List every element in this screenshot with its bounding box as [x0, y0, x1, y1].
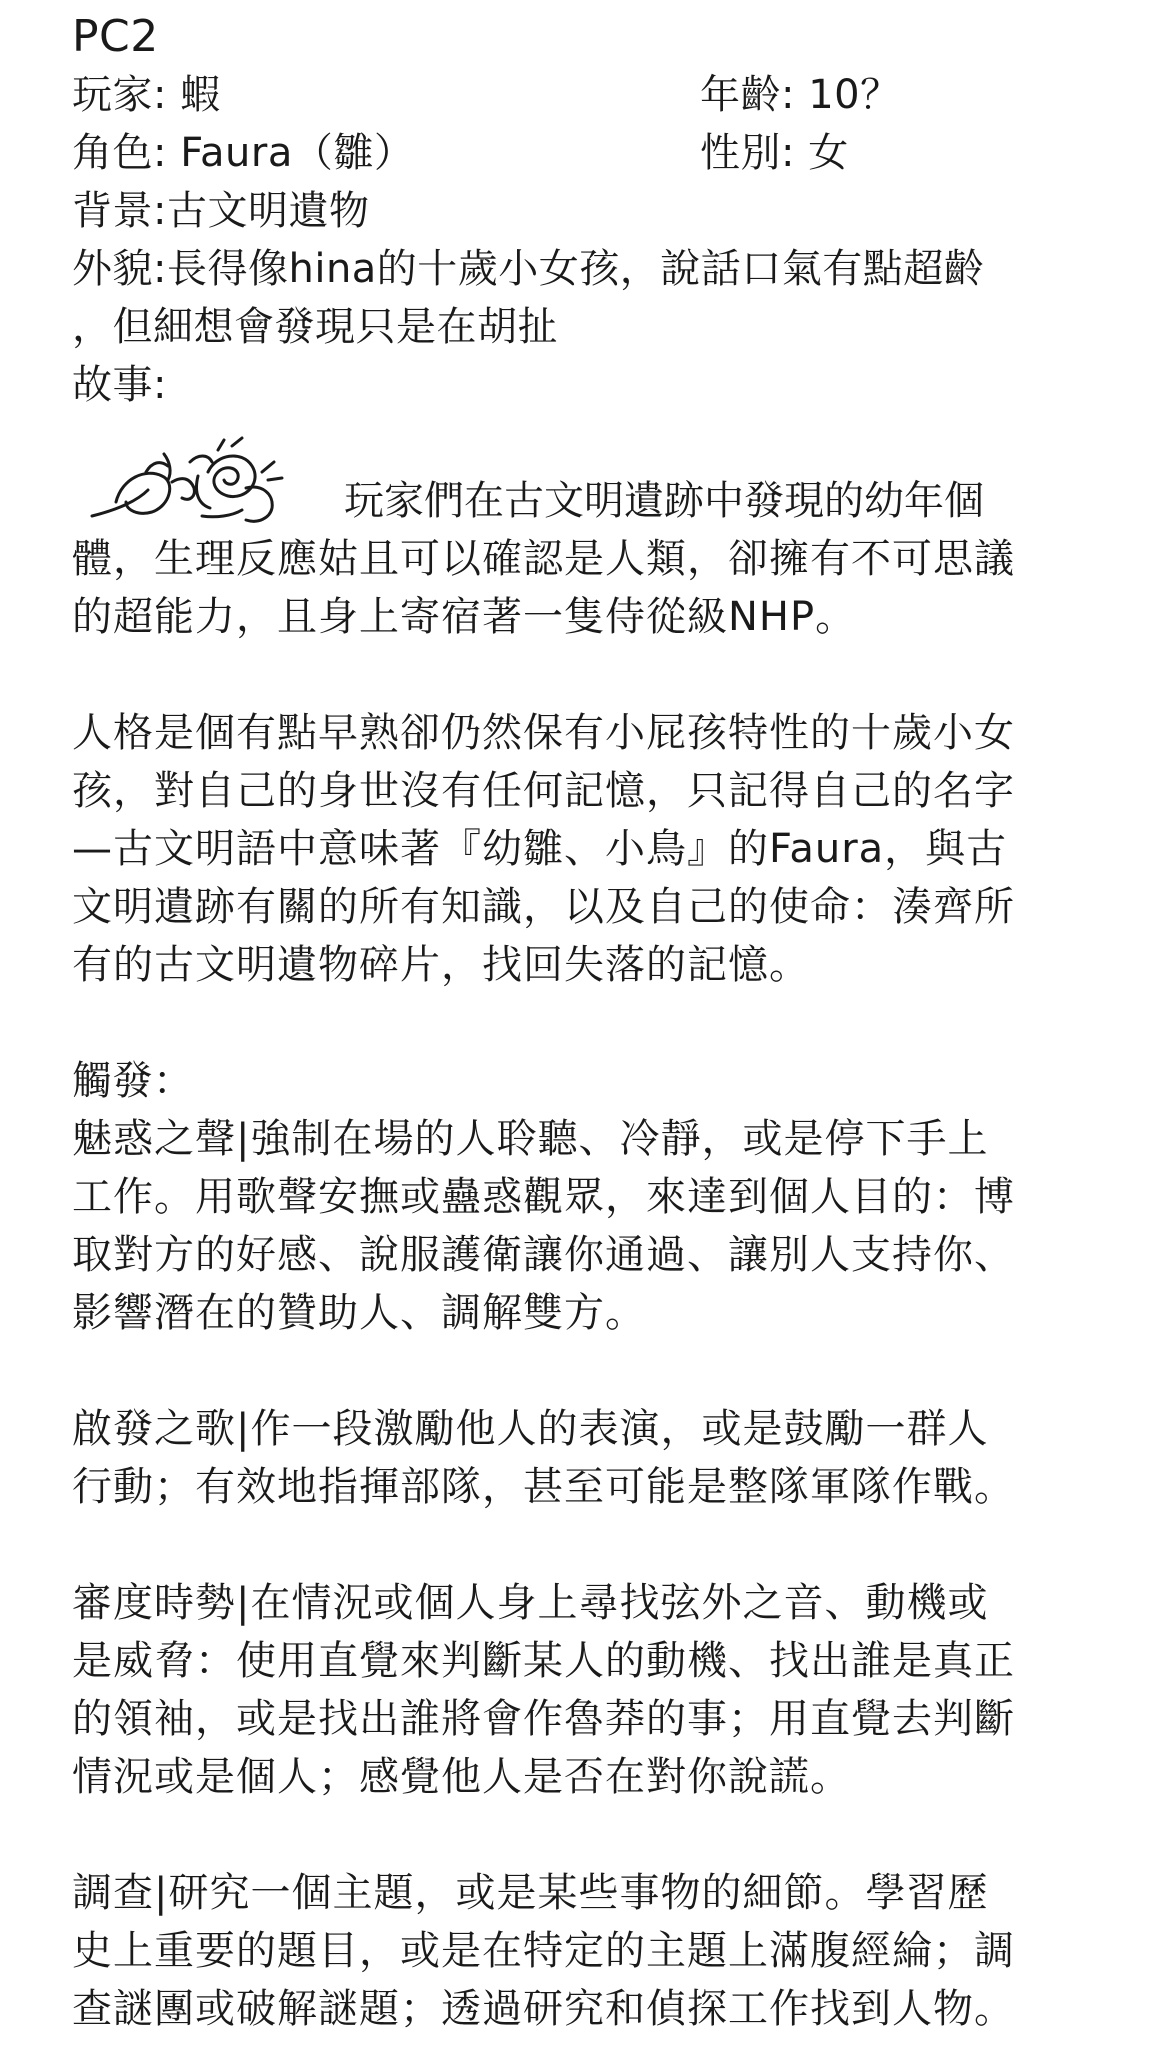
assess-line-2: 是威脅：使用直覺來判斷某人的動機、找出誰是真正: [72, 1638, 1015, 1684]
assess-paragraph: [72, 1574, 1102, 1806]
charm-line-3: 取對方的好感、說服護衛讓你通過、讓別人支持你、: [72, 1232, 1015, 1278]
paragraph-gap: [72, 1342, 1102, 1400]
story-line-2: 體，生理反應姑且可以確認是人類，卻擁有不可思議: [72, 536, 1015, 582]
investigate-paragraph: [72, 1864, 1102, 2038]
charm-line-4: 影響潛在的贊助人、調解雙方。: [72, 1290, 646, 1336]
player-age-row: [72, 66, 1102, 124]
personality-line-4: 文明遺跡有關的所有知識，以及自己的使命：湊齊所: [72, 884, 1015, 930]
character-sheet: [72, 8, 1102, 2038]
personality-line-3: —古文明語中意味著『幼雛、小鳥』的Faura，與古: [72, 826, 1008, 872]
inspire-line-2: 行動；有效地指揮部隊，甚至可能是整隊軍隊作戰。: [72, 1464, 1015, 1510]
investigate-line-1: 調查|研究一個主題，或是某些事物的細節。學習歷: [72, 1870, 989, 1916]
paragraph-gap: [72, 1516, 1102, 1574]
paragraph-gap: [72, 646, 1102, 704]
story-line-3: 的超能力，且身上寄宿著一隻侍從級NHP。: [72, 594, 857, 640]
story-line-1: 玩家們在古文明遺跡中發現的幼年個: [344, 478, 984, 524]
personality-line-1: 人格是個有點早熟卻仍然保有小屁孩特性的十歲小女: [72, 710, 1015, 756]
appearance-line-1: 外貌:長得像hina的十歲小女孩，說話口氣有點超齡: [72, 246, 985, 292]
inspire-line-1: 啟發之歌|作一段激勵他人的表演，或是鼓勵一群人: [72, 1406, 989, 1452]
story-paragraph: [72, 530, 1102, 646]
bird-nest-doodle-icon: [86, 432, 296, 528]
assess-line-4: 情況或是個人；感覺他人是否在對你說謊。: [72, 1754, 851, 1800]
personality-line-2: 孩，對自己的身世沒有任何記憶，只記得自己的名字: [72, 768, 1015, 814]
personality-line-5: 有的古文明遺物碎片，找回失落的記憶。: [72, 942, 810, 988]
player-field: 玩家: 蝦: [72, 72, 221, 118]
role-gender-row: [72, 124, 1102, 182]
charm-line-2: 工作。用歌聲安撫或蠱惑觀眾，來達到個人目的：博: [72, 1174, 1015, 1220]
role-field: 角色: Faura（雛）: [72, 130, 415, 176]
background-field: 背景:古文明遺物: [72, 188, 370, 234]
charm-line-1: 魅惑之聲|強制在場的人聆聽、冷靜，或是停下手上: [72, 1116, 989, 1162]
triggers-heading: 觸發：: [72, 1058, 194, 1104]
investigate-line-3: 查謎團或破解謎題；透過研究和偵探工作找到人物。: [72, 1986, 1015, 2032]
story-label: 故事:: [72, 362, 167, 408]
assess-line-1: 審度時勢|在情況或個人身上尋找弦外之音、動機或: [72, 1580, 989, 1626]
story-intro: [72, 414, 1102, 530]
assess-line-3: 的領袖，或是找出誰將會作魯莽的事；用直覺去判斷: [72, 1696, 1015, 1742]
gender-field: 性別: 女: [700, 130, 849, 176]
investigate-line-2: 史上重要的題目，或是在特定的主題上滿腹經綸；調: [72, 1928, 1015, 1974]
inspire-paragraph: [72, 1400, 1102, 1516]
appearance-line-2: ，但細想會發現只是在胡扯: [72, 304, 558, 350]
paragraph-gap: [72, 994, 1102, 1052]
paragraph-gap: [72, 1806, 1102, 1864]
sheet-title: PC2: [72, 11, 159, 62]
personality-paragraph: [72, 704, 1102, 994]
age-field: 年齡: 10？: [700, 72, 901, 118]
charm-paragraph: [72, 1110, 1102, 1342]
